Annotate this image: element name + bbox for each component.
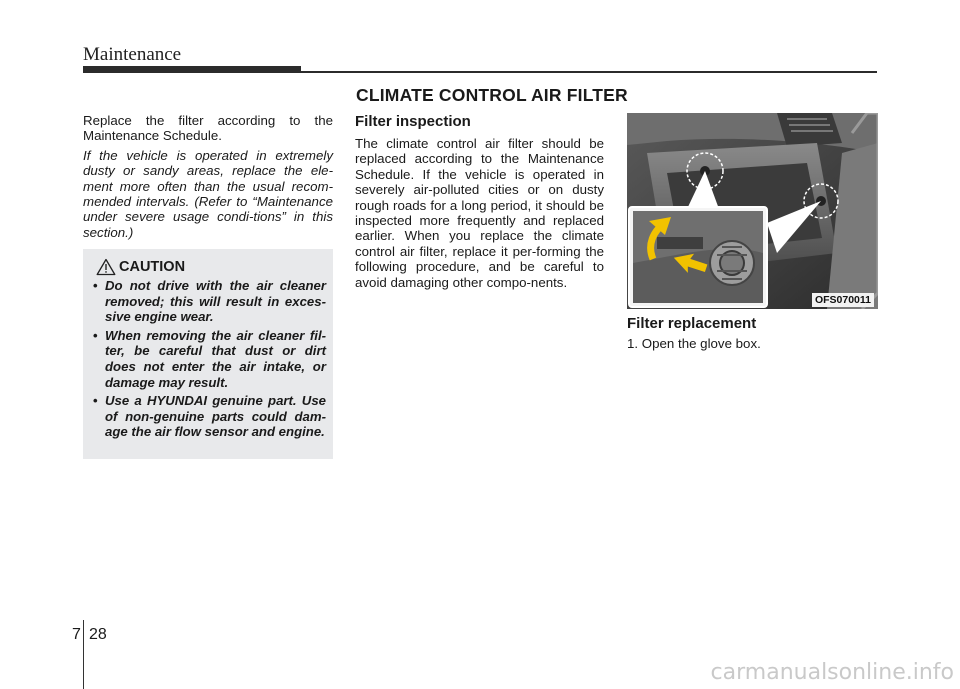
replacement-step: 1. Open the glove box. [627, 336, 761, 351]
warning-triangle-icon [96, 258, 116, 276]
middle-column [355, 113, 604, 290]
page-number: 28 [89, 626, 107, 643]
figure-code-label: OFS070011 [812, 293, 874, 307]
page-header-title: Maintenance [83, 44, 182, 65]
severe-usage-note: If the vehicle is operated in extremely dusty or sandy areas, replace the ele-ment more often than the usual recom-mended intervals. (Refer to “Maintenance under severe usage condi-tions” in this section.) [83, 147, 333, 240]
caution-box [83, 249, 333, 459]
glove-box-figure [627, 113, 878, 309]
caution-item: • When removing the air cleaner fil-ter, be careful that dust or dirt does not enter the air intake, or damage may result. [91, 328, 326, 390]
filter-replacement-heading: Filter replacement [627, 315, 757, 332]
caution-title: CAUTION [119, 259, 186, 275]
left-column [83, 113, 333, 240]
section-title: CLIMATE CONTROL AIR FILTER [356, 85, 628, 105]
filter-inspection-heading: Filter inspection [355, 113, 471, 130]
footer-divider [83, 620, 84, 689]
chapter-number: 7 [72, 626, 81, 643]
header-rule-thick [83, 66, 301, 73]
caution-item: • Use a HYUNDAI genuine part. Use of non-genuine parts could dam-age the air flow sensor and engine. [91, 393, 326, 440]
filter-inspection-body: The climate control air filter should be replaced according to the Maintenance Schedule. If the vehicle is operated in severely air-polluted cities or on dusty rough roads for a long period, it should be inspected more frequently and replaced earlier. When you replace the climate control air filter, replace it per-forming the following procedure, and be careful to avoid damaging other compo-nents. [355, 136, 604, 290]
caution-list [91, 278, 326, 443]
glove-box-illustration [627, 113, 878, 309]
watermark: carmanualsonline.info [710, 660, 954, 685]
header-rule-thin [301, 71, 877, 73]
caution-item: • Do not drive with the air cleaner removed; this will result in exces-sive engine wear. [91, 278, 326, 325]
intro-paragraph: Replace the filter according to the Maintenance Schedule. [83, 113, 333, 144]
